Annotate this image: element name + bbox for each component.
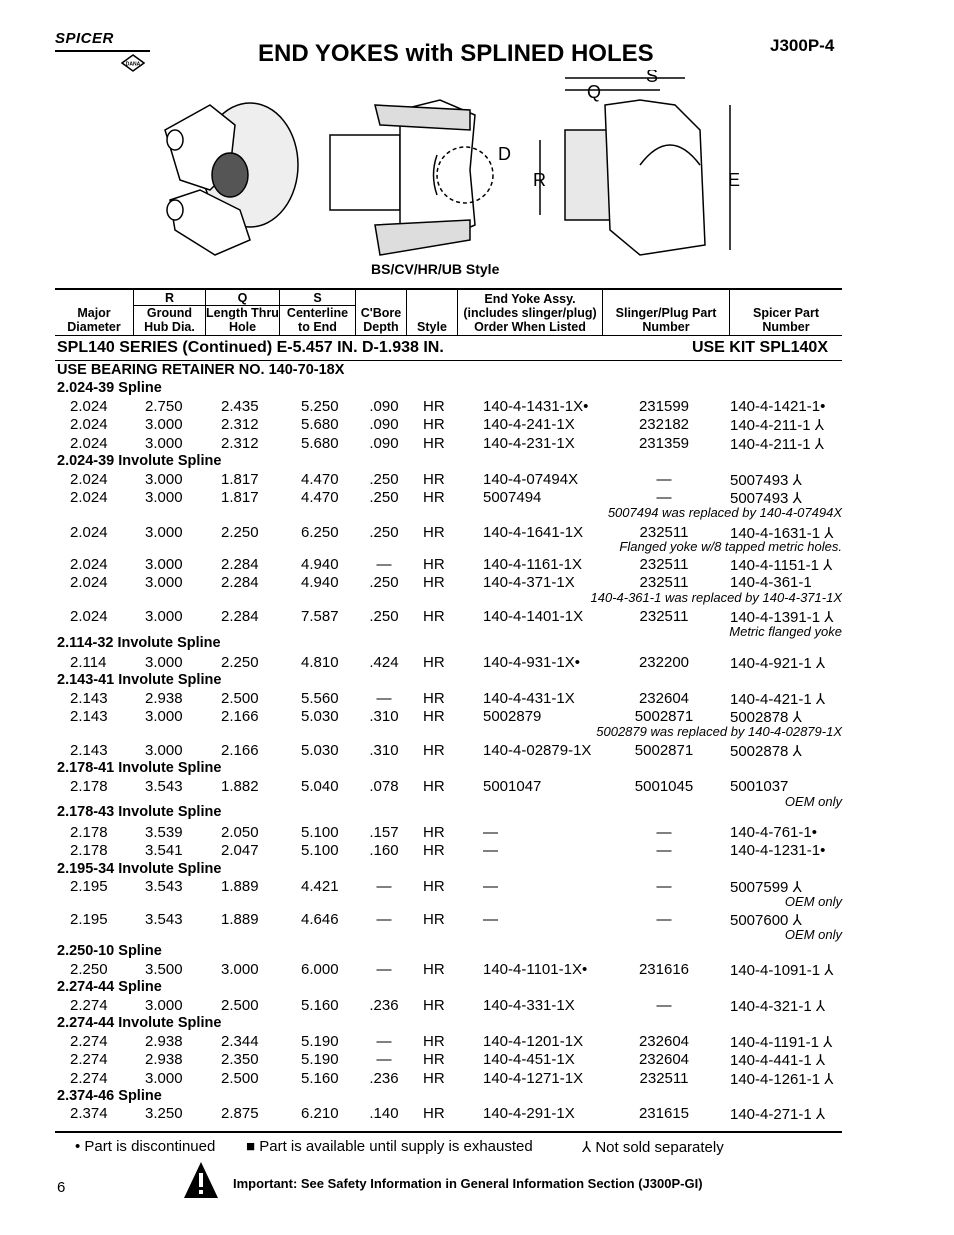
cell-spicer-part-number: 140-4-921-1 ⅄ <box>730 655 826 672</box>
row-note: Metric flanged yoke <box>729 624 842 639</box>
cell-spicer-part-number: 140-4-421-1 ⅄ <box>730 691 826 708</box>
page-title: END YOKES with SPLINED HOLES <box>258 40 654 67</box>
cell-slinger-plug-number: 232604 <box>638 690 690 707</box>
cell-style: HR <box>423 778 445 795</box>
col-end-yoke-assy: End Yoke Assy. (includes slinger/plug) Order When Listed <box>463 292 597 334</box>
spicer-logo <box>55 30 155 75</box>
cell-centerline-to-end: 4.470 <box>301 489 339 506</box>
cell-hub-dia: 2.938 <box>145 1033 183 1050</box>
cell-end-yoke-assy: 5007494 <box>483 489 542 506</box>
cell-hub-dia: 3.000 <box>145 556 183 573</box>
cell-slinger-plug-number: 232200 <box>638 654 690 671</box>
cell-cbore-depth: — <box>376 961 392 978</box>
cell-slinger-plug-number: 232511 <box>639 608 689 625</box>
table-column-header <box>55 288 842 336</box>
cell-slinger-plug-number: 232511 <box>639 1070 689 1087</box>
cell-major-diameter: 2.024 <box>70 574 108 591</box>
cell-spicer-part-number: 5007600 ⅄ <box>730 912 802 929</box>
table-row <box>0 398 954 416</box>
cell-major-diameter: 2.274 <box>70 1070 108 1087</box>
table-row <box>0 435 954 453</box>
cell-end-yoke-assy: 140-4-231-1X <box>483 435 575 452</box>
cell-end-yoke-assy: 5002879 <box>483 708 542 725</box>
cell-length-thru-hole: 2.166 <box>221 708 259 725</box>
cell-slinger-plug-number: 5002871 <box>634 742 694 759</box>
cell-style: HR <box>423 654 445 671</box>
cell-major-diameter: 2.250 <box>70 961 108 978</box>
cell-length-thru-hole: 2.284 <box>221 608 259 625</box>
cell-centerline-to-end: 5.040 <box>301 778 339 795</box>
cell-cbore-depth: .157 <box>369 824 399 841</box>
section-heading: 2.274-44 Involute Spline <box>57 1015 222 1031</box>
kit-note: USE KIT SPL140X <box>691 339 828 356</box>
section-heading: 2.024-39 Involute Spline <box>57 453 222 469</box>
cell-cbore-depth: — <box>376 878 392 895</box>
cell-centerline-to-end: 4.470 <box>301 471 339 488</box>
cell-style: HR <box>423 1105 445 1122</box>
cell-centerline-to-end: 5.160 <box>301 1070 339 1087</box>
table-row <box>0 1070 954 1088</box>
table-row <box>0 556 954 574</box>
cell-spicer-part-number: 140-4-1091-1 ⅄ <box>730 962 834 979</box>
cell-slinger-plug-number: — <box>656 878 672 895</box>
legend-supply: ■ Part is available until supply is exhausted <box>246 1138 533 1155</box>
cell-end-yoke-assy: 140-4-1161-1X <box>483 556 582 573</box>
cell-end-yoke-assy: 140-4-241-1X <box>483 416 575 433</box>
cell-centerline-to-end: 4.940 <box>301 556 339 573</box>
brand-name: SPICER <box>55 30 114 47</box>
yoke-isometric-view <box>165 103 298 255</box>
cell-hub-dia: 3.250 <box>145 1105 183 1122</box>
cell-style: HR <box>423 842 445 859</box>
cell-spicer-part-number: 5007493 ⅄ <box>730 490 802 507</box>
table-row <box>0 842 954 860</box>
cell-centerline-to-end: 5.160 <box>301 997 339 1014</box>
cell-hub-dia: 3.500 <box>145 961 183 978</box>
cell-style: HR <box>423 398 445 415</box>
cell-end-yoke-assy: 140-4-331-1X <box>483 997 575 1014</box>
cell-slinger-plug-number: 231615 <box>638 1105 690 1122</box>
cell-end-yoke-assy: 140-4-1271-1X <box>483 1070 584 1087</box>
section-heading: 2.114-32 Involute Spline <box>57 635 221 651</box>
cell-major-diameter: 2.195 <box>70 878 108 895</box>
legend-discontinued: • Part is discontinued <box>75 1138 216 1155</box>
cell-cbore-depth: .140 <box>369 1105 399 1122</box>
section-heading: 2.374-46 Spline <box>57 1088 162 1104</box>
series-title: SPL140 SERIES (Continued) E-5.457 IN. D-1.938 IN. <box>57 339 444 356</box>
cell-length-thru-hole: 2.284 <box>221 574 259 591</box>
cell-slinger-plug-number: 231359 <box>638 435 690 452</box>
table-row <box>0 997 954 1015</box>
cell-slinger-plug-number: — <box>656 489 672 506</box>
dana-text: DANA <box>125 61 141 68</box>
table-row <box>0 1105 954 1123</box>
cell-style: HR <box>423 435 445 452</box>
cell-end-yoke-assy: — <box>483 824 498 841</box>
cell-cbore-depth: .250 <box>369 524 399 541</box>
cell-major-diameter: 2.024 <box>70 608 108 625</box>
cell-cbore-depth: .250 <box>369 489 399 506</box>
cell-major-diameter: 2.178 <box>70 778 108 795</box>
cell-end-yoke-assy: 140-4-1431-1X• <box>483 398 589 415</box>
cell-slinger-plug-number: 232511 <box>639 574 689 591</box>
cell-end-yoke-assy: 140-4-1641-1X <box>483 524 584 541</box>
cell-length-thru-hole: 1.882 <box>221 778 259 795</box>
cell-style: HR <box>423 742 445 759</box>
cell-length-thru-hole: 2.047 <box>221 842 259 859</box>
cell-end-yoke-assy: 140-4-1401-1X <box>483 608 584 625</box>
row-note: OEM only <box>784 794 842 809</box>
cell-cbore-depth: — <box>376 1033 392 1050</box>
cell-spicer-part-number: 140-4-1231-1• <box>730 842 826 859</box>
cell-centerline-to-end: 5.190 <box>301 1033 339 1050</box>
cell-length-thru-hole: 1.889 <box>221 911 259 928</box>
row-note: 5007494 was replaced by 140-4-07494X <box>607 505 842 520</box>
cell-hub-dia: 3.543 <box>145 911 183 928</box>
cell-cbore-depth: .090 <box>369 398 399 415</box>
row-note: 140-4-361-1 was replaced by 140-4-371-1X <box>590 590 842 605</box>
col-r: R Ground Hub Dia. <box>134 290 205 336</box>
cell-length-thru-hole: 2.250 <box>221 654 259 671</box>
cell-hub-dia: 2.938 <box>145 690 183 707</box>
cell-major-diameter: 2.274 <box>70 1033 108 1050</box>
table-row <box>0 690 954 708</box>
col-s: S Centerline to End <box>280 290 355 336</box>
cell-cbore-depth: .250 <box>369 608 399 625</box>
cell-major-diameter: 2.274 <box>70 997 108 1014</box>
section-heading: 2.250-10 Spline <box>57 943 162 959</box>
cell-length-thru-hole: 2.344 <box>221 1033 259 1050</box>
series-heading <box>55 339 842 361</box>
cell-major-diameter: 2.178 <box>70 824 108 841</box>
dim-q-label: Q <box>587 82 602 102</box>
cell-end-yoke-assy: 140-4-431-1X <box>483 690 575 707</box>
cell-hub-dia: 3.000 <box>145 997 183 1014</box>
cell-style: HR <box>423 1033 445 1050</box>
cell-length-thru-hole: 3.000 <box>221 961 259 978</box>
cell-slinger-plug-number: 232182 <box>638 416 690 433</box>
section-heading: 2.143-41 Involute Spline <box>57 672 222 688</box>
cell-end-yoke-assy: 140-4-451-1X <box>483 1051 575 1068</box>
row-note: 5002879 was replaced by 140-4-02879-1X <box>596 724 842 739</box>
cell-style: HR <box>423 489 445 506</box>
figure-caption: BS/CV/HR/UB Style <box>371 261 500 277</box>
cell-slinger-plug-number: 5001045 <box>634 778 694 795</box>
section-heading: 2.178-41 Involute Spline <box>57 760 222 776</box>
cell-hub-dia: 3.000 <box>145 435 183 452</box>
cell-spicer-part-number: 140-4-761-1• <box>730 824 817 841</box>
cell-major-diameter: 2.143 <box>70 690 108 707</box>
cell-style: HR <box>423 997 445 1014</box>
cell-major-diameter: 2.024 <box>70 556 108 573</box>
cell-hub-dia: 2.750 <box>145 398 183 415</box>
cell-hub-dia: 3.000 <box>145 742 183 759</box>
cell-spicer-part-number: 140-4-271-1 ⅄ <box>730 1106 826 1123</box>
cell-end-yoke-assy: — <box>483 842 498 859</box>
cell-centerline-to-end: 5.680 <box>301 416 339 433</box>
cell-spicer-part-number: 140-4-1151-1 ⅄ <box>730 557 833 574</box>
cell-spicer-part-number: 5007599 ⅄ <box>730 879 802 896</box>
dim-d-label: D <box>498 144 511 164</box>
table-row <box>0 416 954 434</box>
cell-end-yoke-assy: — <box>483 878 498 895</box>
cell-hub-dia: 3.000 <box>145 708 183 725</box>
cell-length-thru-hole: 2.050 <box>221 824 259 841</box>
cell-style: HR <box>423 824 445 841</box>
cell-hub-dia: 3.000 <box>145 489 183 506</box>
cell-hub-dia: 3.000 <box>145 574 183 591</box>
cell-end-yoke-assy: 140-4-371-1X <box>483 574 575 591</box>
cell-end-yoke-assy: 5001047 <box>483 778 542 795</box>
cell-length-thru-hole: 2.500 <box>221 1070 259 1087</box>
cell-spicer-part-number: 140-4-441-1 ⅄ <box>730 1052 826 1069</box>
section-heading: 2.195-34 Involute Spline <box>57 861 222 877</box>
cell-spicer-part-number: 140-4-1191-1 ⅄ <box>730 1034 833 1051</box>
cell-major-diameter: 2.024 <box>70 416 108 433</box>
cell-cbore-depth: .236 <box>369 1070 399 1087</box>
cell-centerline-to-end: 5.250 <box>301 398 339 415</box>
col-major-diameter: Major Diameter <box>67 306 121 334</box>
cell-hub-dia: 2.938 <box>145 1051 183 1068</box>
cell-end-yoke-assy: 140-4-1101-1X• <box>483 961 588 978</box>
cell-slinger-plug-number: 232511 <box>639 556 689 573</box>
row-note: Flanged yoke w/8 tapped metric holes. <box>619 539 842 554</box>
cell-spicer-part-number: 140-4-211-1 ⅄ <box>730 436 824 453</box>
cell-centerline-to-end: 5.560 <box>301 690 339 707</box>
cell-slinger-plug-number: 5002871 <box>634 708 694 725</box>
yoke-side-view <box>330 100 493 255</box>
cell-centerline-to-end: 5.680 <box>301 435 339 452</box>
cell-end-yoke-assy: 140-4-07494X <box>483 471 579 488</box>
table-row <box>0 961 954 979</box>
cell-style: HR <box>423 708 445 725</box>
cell-slinger-plug-number: 231616 <box>638 961 690 978</box>
cell-hub-dia: 3.000 <box>145 416 183 433</box>
safety-notice: Important: See Safety Information in General Information Section (J300P-GI) <box>233 1176 703 1191</box>
cell-slinger-plug-number: 232511 <box>639 524 689 541</box>
cell-hub-dia: 3.539 <box>145 824 183 841</box>
legend-not-sold: ⅄ Not sold separately <box>582 1139 724 1156</box>
cell-spicer-part-number: 140-4-1631-1 ⅄ <box>730 525 834 542</box>
table-row <box>0 742 954 760</box>
cell-major-diameter: 2.024 <box>70 435 108 452</box>
cell-centerline-to-end: 5.030 <box>301 742 339 759</box>
cell-style: HR <box>423 524 445 541</box>
row-note: OEM only <box>784 894 842 909</box>
cell-length-thru-hole: 2.312 <box>221 435 259 452</box>
end-yoke-illustration <box>140 70 820 280</box>
cell-spicer-part-number: 140-4-1391-1 ⅄ <box>730 609 834 626</box>
cell-length-thru-hole: 2.500 <box>221 690 259 707</box>
cell-hub-dia: 3.000 <box>145 654 183 671</box>
cell-hub-dia: 3.000 <box>145 608 183 625</box>
cell-spicer-part-number: 5001037 <box>730 778 789 795</box>
cell-length-thru-hole: 2.350 <box>221 1051 259 1068</box>
cell-end-yoke-assy: 140-4-02879-1X <box>483 742 592 759</box>
section-heading: 2.178-43 Involute Spline <box>57 804 222 820</box>
cell-centerline-to-end: 4.421 <box>301 878 339 895</box>
col-q: Q Length Thru Hole <box>206 291 279 334</box>
cell-major-diameter: 2.178 <box>70 842 108 859</box>
table-row <box>0 471 954 489</box>
cell-centerline-to-end: 7.587 <box>301 608 339 625</box>
cell-style: HR <box>423 878 445 895</box>
col-cbore: C'Bore Depth <box>360 306 402 334</box>
cell-spicer-part-number: 140-4-321-1 ⅄ <box>730 998 826 1015</box>
cell-style: HR <box>423 608 445 625</box>
section-heading: 2.024-39 Spline <box>57 380 162 396</box>
cell-length-thru-hole: 2.435 <box>221 398 259 415</box>
cell-major-diameter: 2.374 <box>70 1105 108 1122</box>
cell-major-diameter: 2.024 <box>70 524 108 541</box>
document-code: J300P-4 <box>770 36 835 55</box>
cell-cbore-depth: .090 <box>369 435 399 452</box>
cell-slinger-plug-number: — <box>656 471 672 488</box>
cell-style: HR <box>423 1051 445 1068</box>
cell-spicer-part-number: 5002878 ⅄ <box>730 709 802 726</box>
cell-major-diameter: 2.143 <box>70 708 108 725</box>
cell-cbore-depth: .250 <box>369 574 399 591</box>
row-note: OEM only <box>784 927 842 942</box>
cell-centerline-to-end: 6.250 <box>301 524 339 541</box>
cell-centerline-to-end: 4.810 <box>301 654 339 671</box>
cell-hub-dia: 3.000 <box>145 524 183 541</box>
warning-icon <box>183 1160 219 1200</box>
table-row <box>0 654 954 672</box>
table-row <box>0 1033 954 1051</box>
cell-length-thru-hole: 2.312 <box>221 416 259 433</box>
cell-style: HR <box>423 416 445 433</box>
cell-centerline-to-end: 5.030 <box>301 708 339 725</box>
cell-centerline-to-end: 5.100 <box>301 842 339 859</box>
cell-hub-dia: 3.000 <box>145 1070 183 1087</box>
col-slinger-plug: Slinger/Plug Part Number <box>615 306 717 334</box>
yoke-section-view <box>540 78 730 255</box>
cell-style: HR <box>423 471 445 488</box>
cell-centerline-to-end: 4.940 <box>301 574 339 591</box>
cell-slinger-plug-number: — <box>656 824 672 841</box>
cell-major-diameter: 2.024 <box>70 471 108 488</box>
cell-hub-dia: 3.543 <box>145 778 183 795</box>
cell-cbore-depth: .424 <box>369 654 399 671</box>
cell-centerline-to-end: 4.646 <box>301 911 339 928</box>
cell-length-thru-hole: 1.817 <box>221 471 259 488</box>
cell-major-diameter: 2.195 <box>70 911 108 928</box>
cell-cbore-depth: — <box>376 690 392 707</box>
retainer-note: USE BEARING RETAINER NO. 140-70-18X <box>57 362 345 378</box>
cell-slinger-plug-number: — <box>656 842 672 859</box>
cell-spicer-part-number: 140-4-361-1 <box>730 574 812 591</box>
dim-e-label: E <box>728 170 741 190</box>
cell-cbore-depth: .160 <box>369 842 399 859</box>
cell-slinger-plug-number: 232604 <box>638 1033 690 1050</box>
legend <box>75 1138 835 1158</box>
bottom-divider <box>55 1131 842 1133</box>
cell-major-diameter: 2.274 <box>70 1051 108 1068</box>
cell-length-thru-hole: 2.500 <box>221 997 259 1014</box>
cell-length-thru-hole: 1.889 <box>221 878 259 895</box>
cell-spicer-part-number: 140-4-211-1 ⅄ <box>730 417 824 434</box>
cell-centerline-to-end: 6.000 <box>301 961 339 978</box>
cell-style: HR <box>423 574 445 591</box>
dim-s-label: S <box>646 70 659 86</box>
cell-slinger-plug-number: 231599 <box>638 398 690 415</box>
cell-spicer-part-number: 5002878 ⅄ <box>730 743 802 760</box>
cell-cbore-depth: .310 <box>369 708 399 725</box>
cell-hub-dia: 3.543 <box>145 878 183 895</box>
cell-centerline-to-end: 5.100 <box>301 824 339 841</box>
cell-cbore-depth: .236 <box>369 997 399 1014</box>
cell-hub-dia: 3.541 <box>145 842 183 859</box>
col-style: Style <box>417 320 447 334</box>
cell-spicer-part-number: 140-4-1421-1• <box>730 398 826 415</box>
cell-end-yoke-assy: 140-4-931-1X• <box>483 654 580 671</box>
cell-spicer-part-number: 5007493 ⅄ <box>730 472 802 489</box>
cell-style: HR <box>423 556 445 573</box>
cell-slinger-plug-number: — <box>656 997 672 1014</box>
cell-end-yoke-assy: 140-4-291-1X <box>483 1105 575 1122</box>
cell-major-diameter: 2.024 <box>70 398 108 415</box>
cell-slinger-plug-number: — <box>656 911 672 928</box>
cell-cbore-depth: — <box>376 556 392 573</box>
table-row <box>0 1051 954 1069</box>
cell-length-thru-hole: 2.284 <box>221 556 259 573</box>
cell-length-thru-hole: 2.166 <box>221 742 259 759</box>
cell-end-yoke-assy: 140-4-1201-1X <box>483 1033 584 1050</box>
dim-r-label: R <box>533 170 546 190</box>
cell-length-thru-hole: 2.250 <box>221 524 259 541</box>
cell-hub-dia: 3.000 <box>145 471 183 488</box>
cell-centerline-to-end: 5.190 <box>301 1051 339 1068</box>
cell-cbore-depth: — <box>376 1051 392 1068</box>
cell-cbore-depth: .250 <box>369 471 399 488</box>
cell-style: HR <box>423 911 445 928</box>
cell-major-diameter: 2.143 <box>70 742 108 759</box>
section-heading: 2.274-44 Spline <box>57 979 162 995</box>
cell-style: HR <box>423 690 445 707</box>
cell-major-diameter: 2.024 <box>70 489 108 506</box>
cell-length-thru-hole: 2.875 <box>221 1105 259 1122</box>
cell-cbore-depth: .310 <box>369 742 399 759</box>
cell-centerline-to-end: 6.210 <box>301 1105 339 1122</box>
cell-style: HR <box>423 1070 445 1087</box>
col-spicer-part: Spicer Part Number <box>752 306 819 334</box>
page-number: 6 <box>57 1179 66 1196</box>
cell-cbore-depth: .078 <box>369 778 399 795</box>
cell-slinger-plug-number: 232604 <box>638 1051 690 1068</box>
cell-spicer-part-number: 140-4-1261-1 ⅄ <box>730 1071 834 1088</box>
cell-cbore-depth: .090 <box>369 416 399 433</box>
cell-length-thru-hole: 1.817 <box>221 489 259 506</box>
cell-major-diameter: 2.114 <box>70 654 107 671</box>
cell-style: HR <box>423 961 445 978</box>
cell-end-yoke-assy: — <box>483 911 498 928</box>
table-row <box>0 824 954 842</box>
cell-cbore-depth: — <box>376 911 392 928</box>
